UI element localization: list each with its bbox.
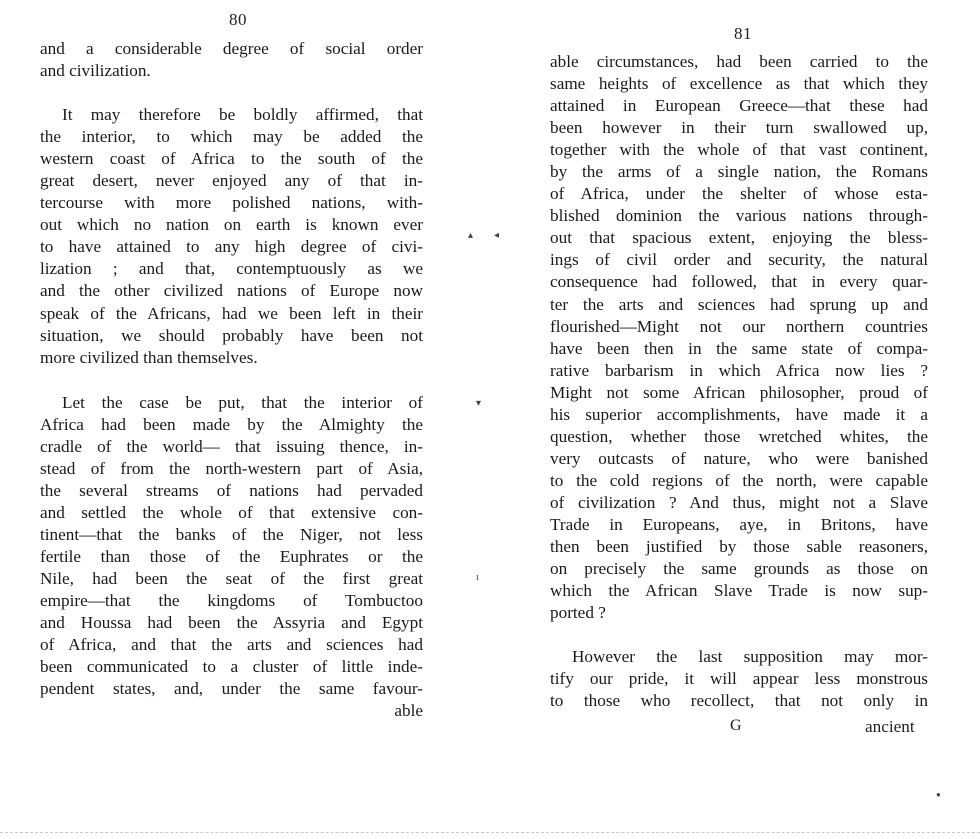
paragraph <box>40 38 423 82</box>
text-line: ings of civil order and security, the natural <box>550 250 928 270</box>
text-line: able circumstances, had been carried to the <box>550 52 928 71</box>
text-line: fertile than those of the Euphrates or the <box>40 546 423 566</box>
text-line: more civilized than themselves. <box>40 347 258 367</box>
text-line: great desert, never enjoyed any of that in- <box>40 171 423 191</box>
text-line: blished dominion the various nations through- <box>550 206 928 226</box>
gutter-speck: ı <box>476 572 479 583</box>
text-line: which the African Slave Trade is now sup- <box>550 581 928 601</box>
text-line: western coast of Africa to the south of the <box>40 149 423 169</box>
text-line: same heights of excellence as that which they <box>550 74 928 94</box>
text-line: the interior, to which may be added the <box>40 127 423 147</box>
catchword: able <box>394 701 423 721</box>
text-line: and civilization. <box>40 61 151 81</box>
page-edge <box>0 832 980 833</box>
right-page-text <box>550 51 928 712</box>
text-line: very outcasts of nature, who were banished <box>550 448 928 468</box>
text-line: rative barbarism in which Africa now lies ? <box>550 360 928 380</box>
catchword: ancient <box>865 717 915 736</box>
text-line: tercourse with more polished nations, with- <box>40 193 423 213</box>
left-page-text <box>40 38 423 722</box>
text-line: been communicated to a cluster of little inde- <box>40 657 423 677</box>
text-line: It may therefore be boldly affirmed, that <box>62 105 423 125</box>
text-line: Might not some African philosopher, proud of <box>550 382 928 402</box>
text-line: on precisely the same grounds as those on <box>550 559 928 579</box>
text-line: cradle of the world— that issuing thence, in- <box>40 436 423 456</box>
text-line: and settled the whole of that extensive con- <box>40 502 423 522</box>
signature-mark: G <box>730 717 742 734</box>
text-line: However the last supposition may mor- <box>572 647 928 667</box>
text-line: stead of from the north-western part of Asia, <box>40 458 423 478</box>
text-line: then been justified by those sable reasoners, <box>550 537 928 557</box>
paragraph <box>40 392 423 701</box>
text-line: his superior accomplishments, have made it a <box>550 404 928 424</box>
text-line: speak of the Africans, had we been left in their <box>40 303 423 323</box>
paragraph <box>550 646 928 712</box>
text-line: situation, we should probably have been not <box>40 325 423 345</box>
page-number-right: 81 <box>734 24 752 43</box>
text-line: Africa had been made by the Almighty the <box>40 414 423 434</box>
gutter-speck: ▴ <box>468 230 474 241</box>
text-line: and a considerable degree of social order <box>40 39 423 58</box>
page-number-left: 80 <box>229 10 247 29</box>
text-line: to have attained to any high degree of civi- <box>40 237 423 257</box>
gutter-speck: ◂ <box>494 230 500 241</box>
paragraph <box>550 51 928 624</box>
text-line: lization ; and that, contemptuously as we <box>40 259 423 279</box>
text-line: out which no nation on earth is known ever <box>40 215 423 235</box>
paragraph-gap <box>550 624 928 646</box>
text-line: of Africa, under the shelter of whose esta- <box>550 184 928 204</box>
text-line: together with the whole of that vast continent, <box>550 140 928 160</box>
paragraph <box>40 104 423 369</box>
text-line: by the arms of a single nation, the Romans <box>550 162 928 182</box>
gutter-speck: ▾ <box>476 398 482 409</box>
text-line: have been then in the same state of compa- <box>550 338 928 358</box>
text-line: tinent—that the banks of the Niger, not less <box>40 524 423 544</box>
text-line: of Africa, and that the arts and sciences had <box>40 635 423 655</box>
right-page <box>490 0 980 839</box>
text-line: ported ? <box>550 603 606 623</box>
text-line: tify our pride, it will appear less monstrous <box>550 669 928 689</box>
text-line: consequence had followed, that in every quar- <box>550 272 928 292</box>
text-line: Nile, had been the seat of the first great <box>40 569 423 589</box>
text-line: attained in European Greece—that these had <box>550 96 928 116</box>
text-line: to the cold regions of the north, were capable <box>550 470 928 490</box>
paragraph-gap <box>40 369 423 392</box>
text-line: ter the arts and sciences had sprung up and <box>550 294 928 314</box>
text-line: flourished—Might not our northern countries <box>550 316 928 336</box>
text-line: empire—that the kingdoms of Tombuctoo <box>40 591 423 611</box>
text-line: and the other civilized nations of Europe now <box>40 281 423 301</box>
text-line: and Houssa had been the Assyria and Egypt <box>40 613 423 633</box>
text-line: to those who recollect, that not only in <box>550 691 928 711</box>
text-line: Let the case be put, that the interior of <box>62 392 423 412</box>
text-line: been however in their turn swallowed up, <box>550 118 928 138</box>
text-line: question, whether those wretched whites, the <box>550 426 928 446</box>
text-line: the several streams of nations had pervaded <box>40 480 423 500</box>
page-speck: ● <box>936 790 941 799</box>
text-line: pendent states, and, under the same favour- <box>40 679 423 699</box>
text-line: of civilization ? And thus, might not a Slave <box>550 492 928 512</box>
paragraph-gap <box>40 82 423 104</box>
text-line: out that spacious extent, enjoying the bless- <box>550 228 928 248</box>
text-line: Trade in Europeans, aye, in Britons, have <box>550 514 928 534</box>
